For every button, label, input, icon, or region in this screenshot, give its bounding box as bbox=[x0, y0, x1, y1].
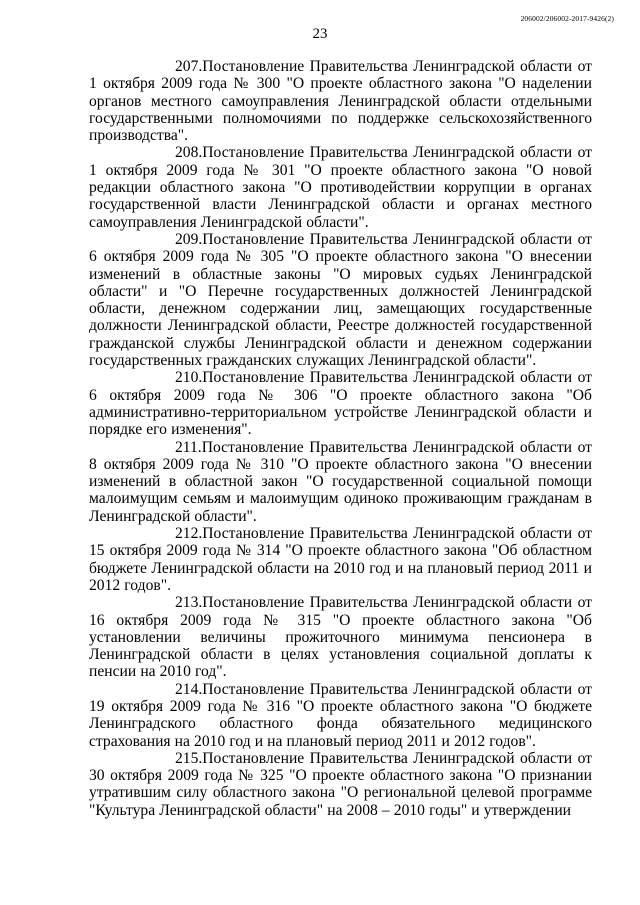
item-text: Постановление Правительства Ленинградской области от 19 октября 2009 года № 316 "О проекте областного закона "О бюджете Ленинградского областного фонда обязательного медицинского страхования на 2010 год и на плановый период 2011 и 2012 годов". bbox=[89, 680, 592, 750]
item-text: Постановление Правительства Ленинградской области от 30 октября 2009 года № 325 "О проекте областного закона "О признании утратившим силу областного закона "О региональной целевой программе "Культура Ленинградской области" на 2008 – 2010 годы" и утверждении bbox=[89, 749, 592, 819]
document-body bbox=[89, 58, 592, 819]
list-item bbox=[89, 525, 592, 594]
item-text: Постановление Правительства Ленинградской области от 1 октября 2009 года № 300 "О проекте областного закона "О наделении органов местного самоуправления Ленинградской области отдельными государственными полномочиями по поддержке сельскохозяйственного производства". bbox=[89, 58, 592, 145]
item-number: 213. bbox=[175, 594, 203, 612]
list-item bbox=[89, 594, 592, 680]
item-number: 207. bbox=[175, 58, 203, 75]
list-item bbox=[89, 681, 592, 750]
item-number: 208. bbox=[175, 144, 203, 162]
item-number: 215. bbox=[175, 749, 203, 767]
item-number: 212. bbox=[175, 525, 203, 543]
document-code: 206002/206002-2017-9426(2) bbox=[520, 14, 614, 23]
item-number: 211. bbox=[175, 438, 202, 456]
list-item bbox=[89, 58, 592, 144]
item-text: Постановление Правительства Ленинградской области от 15 октября 2009 года № 314 "О проекте областного закона "Об областном бюджете Ленинградской области на 2010 год и на плановый период 2011 и 2012 годов". bbox=[89, 525, 592, 594]
item-text: Постановление Правительства Ленинградской области от 6 октября 2009 года № 306 "О проекте областного закона "Об административно-территориальном устройстве Ленинградской области и порядке его изменения". bbox=[89, 369, 592, 439]
item-number: 209. bbox=[175, 230, 203, 248]
item-text: Постановление Правительства Ленинградской области от 6 октября 2009 года № 305 "О проекте областного закона "О внесении изменений в областные законы "О мировых судьях Ленинградской области" и "О Перечне государственных должностей Ленинградской области, денежном содержании лиц, замещающих государственные должности Ленинградской области, Реестре должностей государственной гражданской службы Ленинградской области и денежном содержании государственных гражданских служащих Ленинградской области". bbox=[89, 230, 592, 370]
list-item bbox=[89, 369, 592, 438]
item-number: 210. bbox=[175, 369, 203, 387]
list-item bbox=[89, 144, 592, 230]
list-item bbox=[89, 231, 592, 369]
list-item bbox=[89, 750, 592, 819]
item-text: Постановление Правительства Ленинградской области от 8 октября 2009 года № 310 "О проекте областного закона "О внесении изменений в областной закон "О государственной социальной помощи малоимущим семьям и малоимущим одиноко проживающим гражданам в Ленинградской области". bbox=[89, 438, 592, 525]
page-number: 23 bbox=[312, 26, 328, 42]
item-text: Постановление Правительства Ленинградской области от 16 октября 2009 года № 315 "О проекте областного закона "Об установлении величины прожиточного минимума пенсионера в Ленинградской области в целях установления социальной доплаты к пенсии на 2010 год". bbox=[89, 594, 592, 681]
list-item bbox=[89, 439, 592, 525]
item-text: Постановление Правительства Ленинградской области от 1 октября 2009 года № 301 "О проекте областного закона "О новой редакции областного закона "О противодействии коррупции в органах государственной власти Ленинградской области и органах местного самоуправления Ленинградской области". bbox=[89, 144, 592, 231]
item-number: 214. bbox=[175, 680, 203, 698]
